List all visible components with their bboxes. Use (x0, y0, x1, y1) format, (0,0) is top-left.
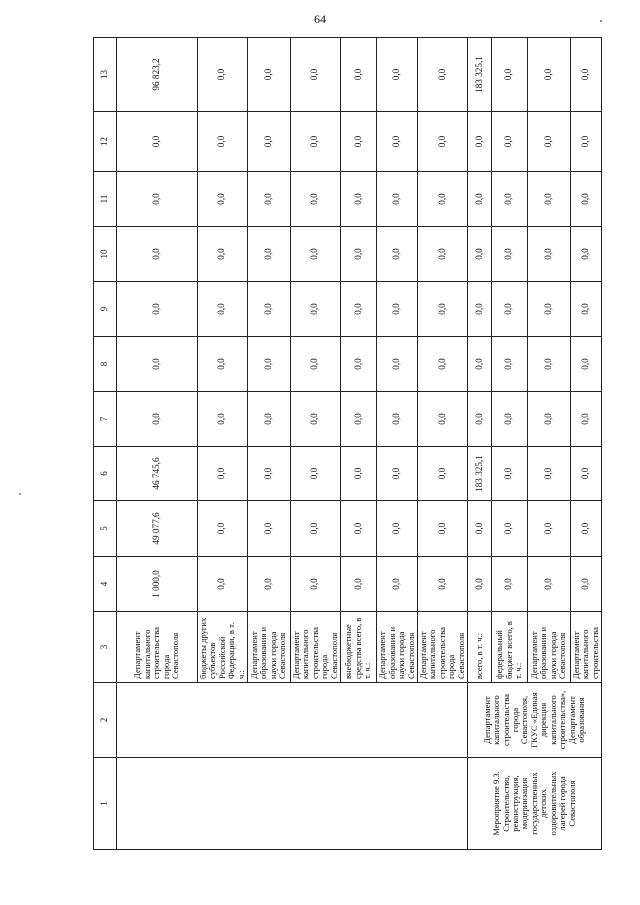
value-cell: 0,0 (491, 337, 527, 392)
value-cell: 0,0 (377, 392, 418, 447)
value-cell: 0,0 (468, 112, 491, 172)
value-cell: 0,0 (290, 227, 340, 282)
value-cell: 0,0 (570, 337, 601, 392)
value-cell: 0,0 (468, 227, 491, 282)
funding-source: Департамент образования и науки города Севастополя (248, 612, 291, 683)
funding-source: Департамент образования и науки города Севастополя (377, 612, 418, 683)
value-cell: 0,0 (340, 447, 376, 501)
table-body (117, 38, 602, 850)
value-cell: 0,0 (290, 447, 340, 501)
value-cell: 0,0 (570, 112, 601, 172)
value-cell: 0,0 (340, 38, 376, 112)
value-cell: 0,0 (377, 501, 418, 557)
value-cell: 0,0 (468, 172, 491, 227)
value-cell: 0,0 (417, 501, 467, 557)
column-header: 11 (94, 172, 117, 227)
value-cell: 0,0 (248, 447, 291, 501)
value-cell: 96 823,2 (117, 38, 198, 112)
funding-source: Департамент капитального строительства города Севастополя (417, 612, 467, 683)
value-cell: 0,0 (117, 112, 198, 172)
value-cell: 0,0 (117, 392, 198, 447)
value-cell: 0,0 (570, 172, 601, 227)
value-cell: 0,0 (197, 38, 247, 112)
value-cell: 0,0 (417, 557, 467, 612)
value-cell: 0,0 (248, 501, 291, 557)
funding-source: всего, в т. ч.: (468, 612, 491, 683)
value-cell: 0,0 (527, 112, 570, 172)
value-cell: 0,0 (117, 172, 198, 227)
value-cell: 0,0 (570, 38, 601, 112)
rotated-table-area (93, 38, 602, 850)
value-cell: 0,0 (290, 38, 340, 112)
value-cell: 0,0 (340, 172, 376, 227)
column-header: 5 (94, 501, 117, 557)
value-cell: 0,0 (491, 282, 527, 337)
value-cell: 0,0 (290, 172, 340, 227)
value-cell: 0,0 (527, 557, 570, 612)
page-number: 64 (314, 12, 326, 26)
value-cell: 0,0 (197, 337, 247, 392)
value-cell: 0,0 (527, 337, 570, 392)
value-cell: 0,0 (340, 392, 376, 447)
value-cell: 0,0 (417, 282, 467, 337)
value-cell: 0,0 (340, 557, 376, 612)
value-cell: 0,0 (570, 447, 601, 501)
value-cell: 1 000,0 (117, 557, 198, 612)
column-header: 10 (94, 227, 117, 282)
scan-speck (19, 493, 21, 495)
value-cell: 0,0 (527, 172, 570, 227)
value-cell: 0,0 (197, 282, 247, 337)
value-cell: 0,0 (570, 501, 601, 557)
value-cell: 0,0 (340, 282, 376, 337)
column-header: 13 (94, 38, 117, 112)
value-cell: 0,0 (491, 38, 527, 112)
funding-source: федеральный бюджет всего, в т. ч.: (491, 612, 527, 683)
column-header: 6 (94, 447, 117, 501)
value-cell: 0,0 (117, 282, 198, 337)
value-cell: 0,0 (248, 557, 291, 612)
value-cell: 0,0 (570, 282, 601, 337)
value-cell: 0,0 (377, 337, 418, 392)
value-cell: 0,0 (417, 227, 467, 282)
value-cell: 0,0 (491, 392, 527, 447)
value-cell: 46 745,6 (117, 447, 198, 501)
value-cell: 0,0 (248, 282, 291, 337)
value-cell: 0,0 (527, 501, 570, 557)
column-header: 12 (94, 112, 117, 172)
value-cell: 0,0 (290, 282, 340, 337)
value-cell: 0,0 (377, 557, 418, 612)
value-cell: 0,0 (377, 282, 418, 337)
funding-source: Департамент образования и науки города Севастополя (527, 612, 570, 683)
value-cell: 0,0 (290, 557, 340, 612)
table-row (468, 38, 491, 850)
value-cell: 0,0 (491, 172, 527, 227)
column-header: 8 (94, 337, 117, 392)
value-cell: 0,0 (527, 227, 570, 282)
value-cell: 0,0 (290, 112, 340, 172)
value-cell: 0,0 (340, 227, 376, 282)
value-cell: 0,0 (527, 282, 570, 337)
value-cell: 0,0 (290, 392, 340, 447)
value-cell: 0,0 (197, 501, 247, 557)
table-row (117, 38, 198, 850)
value-cell: 0,0 (248, 112, 291, 172)
value-cell: 0,0 (197, 227, 247, 282)
funding-source: Департамент капитального строительства (570, 612, 601, 683)
responsible-executors: Департамент капитального строительства города Севастополя, ГКУС «Единая дирекция капитального строительства», Департамент образования (468, 683, 602, 758)
value-cell: 183 325,1 (468, 447, 491, 501)
value-cell: 0,0 (377, 172, 418, 227)
value-cell: 183 325,1 (468, 38, 491, 112)
column-header: 9 (94, 282, 117, 337)
value-cell: 0,0 (417, 392, 467, 447)
value-cell: 0,0 (340, 337, 376, 392)
budget-table (93, 37, 602, 850)
value-cell: 0,0 (248, 227, 291, 282)
column-header: 2 (94, 683, 117, 758)
value-cell: 0,0 (377, 112, 418, 172)
value-cell: 0,0 (570, 557, 601, 612)
value-cell: 0,0 (340, 112, 376, 172)
funding-source: внебюджетные средства всего, в т. ч.: (340, 612, 376, 683)
value-cell: 0,0 (468, 282, 491, 337)
value-cell: 0,0 (468, 337, 491, 392)
funding-source: бюджеты других субъектов Российской Федерации, в т. ч.: (197, 612, 247, 683)
column-header: 4 (94, 557, 117, 612)
value-cell: 0,0 (248, 337, 291, 392)
value-cell: 0,0 (417, 447, 467, 501)
value-cell: 0,0 (377, 447, 418, 501)
value-cell: 0,0 (491, 447, 527, 501)
value-cell: 0,0 (248, 38, 291, 112)
value-cell: 0,0 (417, 38, 467, 112)
value-cell: 0,0 (117, 227, 198, 282)
value-cell: 0,0 (491, 501, 527, 557)
value-cell: 0,0 (417, 112, 467, 172)
funding-source: Департамент капитального строительства города Севастополя (290, 612, 340, 683)
value-cell: 0,0 (248, 172, 291, 227)
value-cell: 0,0 (377, 227, 418, 282)
value-cell: 0,0 (197, 557, 247, 612)
value-cell: 0,0 (290, 337, 340, 392)
value-cell: 0,0 (468, 501, 491, 557)
value-cell: 0,0 (417, 337, 467, 392)
value-cell: 0,0 (491, 557, 527, 612)
value-cell: 0,0 (417, 172, 467, 227)
value-cell: 0,0 (117, 337, 198, 392)
value-cell: 0,0 (197, 392, 247, 447)
value-cell: 0,0 (248, 392, 291, 447)
column-header: 3 (94, 612, 117, 683)
funding-source: Департамент капитального строительства города Севастополя (117, 612, 198, 683)
value-cell: 0,0 (527, 38, 570, 112)
column-header: 1 (94, 758, 117, 850)
header-row (94, 38, 117, 850)
empty-cell (117, 758, 468, 850)
column-header: 7 (94, 392, 117, 447)
value-cell: 0,0 (527, 447, 570, 501)
measure-name: Мероприятие 9.3. Строительство, реконструкция, модернизация государственных детских оздоровительных лагерей города Севастополя (468, 758, 602, 850)
value-cell: 0,0 (197, 447, 247, 501)
value-cell: 0,0 (290, 501, 340, 557)
value-cell: 0,0 (340, 501, 376, 557)
value-cell: 0,0 (197, 172, 247, 227)
value-cell: 0,0 (491, 227, 527, 282)
scan-speck (600, 20, 602, 22)
value-cell: 0,0 (468, 557, 491, 612)
value-cell: 0,0 (197, 112, 247, 172)
value-cell: 0,0 (491, 112, 527, 172)
value-cell: 0,0 (570, 227, 601, 282)
value-cell: 0,0 (570, 392, 601, 447)
empty-cell (117, 683, 468, 758)
value-cell: 0,0 (468, 392, 491, 447)
value-cell: 0,0 (377, 38, 418, 112)
value-cell: 49 077,6 (117, 501, 198, 557)
value-cell: 0,0 (527, 392, 570, 447)
